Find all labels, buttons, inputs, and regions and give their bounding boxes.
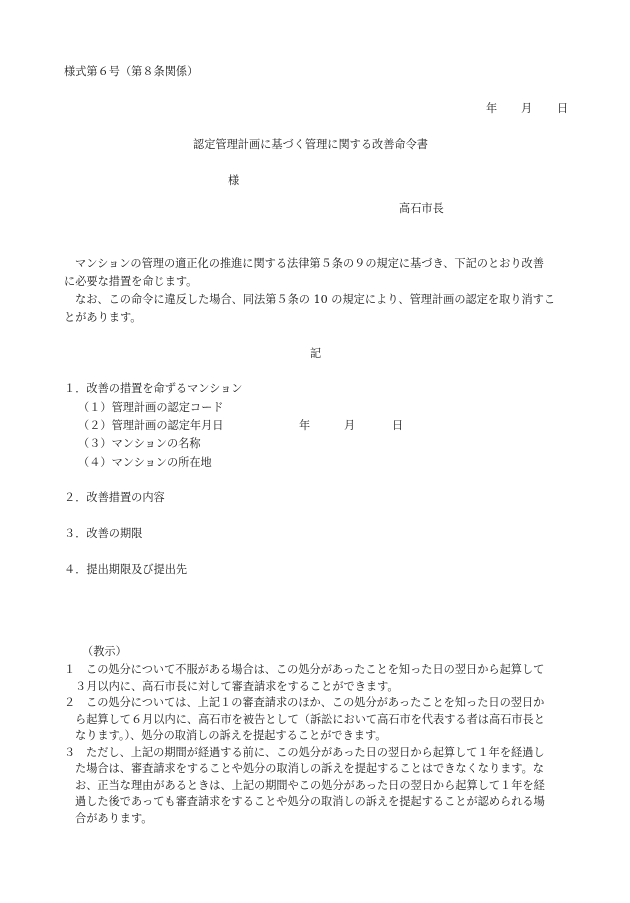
item-3: ３．改善の期限 — [64, 527, 143, 540]
document-title: 認定管理計画に基づく管理に関する改善命令書 — [193, 138, 428, 151]
notice-item-1 — [64, 662, 545, 695]
notice-item-2-line-3: なります。）、処分の取消しの訴えを提起することができます。 — [75, 729, 387, 742]
notice-item-3 — [64, 745, 545, 828]
item-1-sub-1: （１）管理計画の認定コード — [78, 401, 224, 414]
notice-item-2 — [64, 695, 545, 745]
sub-2-month: 月 — [344, 419, 356, 432]
notice-item-3-number: ３ — [64, 745, 76, 759]
date-day: 日 — [557, 102, 569, 115]
body-para1-line2: に必要な措置を命じます。 — [64, 275, 198, 288]
issuer: 高石市長 — [399, 202, 444, 215]
notice-item-3-line-3: お、正当な理由があるときは、上記の期間やこの処分があった日の翌日から起算して１年を経 — [75, 778, 545, 792]
form-label: 様式第６号（第８条関係） — [64, 65, 199, 78]
item-1: １．改善の措置を命ずるマンション — [64, 382, 243, 395]
notice-item-3-line-2: た場合は、審査請求をすることや処分の取消しの訴えを提起することはできなくなります。な — [75, 762, 544, 775]
notice-heading: （教示） — [82, 645, 127, 658]
notice-item-1-number: １ — [64, 663, 76, 676]
notice-item-3-line-4: 過した後であっても審査請求をすることや処分の取消しの訴えを提起することが認められる場 — [75, 795, 545, 808]
date-month: 月 — [521, 102, 533, 115]
body-text — [64, 255, 555, 327]
notice-item-3-line-5: 合があります。 — [75, 811, 153, 825]
sub-2-day: 日 — [392, 419, 404, 432]
notice-item-2-line-2: ら起算して６月以内に、高石市を被告として（訴訟において高石市を代表する者は高石市長と — [75, 712, 545, 726]
notice-item-3-line-1: ただし、上記の期間が経過する前に、この処分があった日の翌日から起算して１年を経過し — [86, 745, 545, 759]
addressee-suffix: 様 — [228, 174, 240, 187]
notice-item-1-line-2: ３月以内に、高石市長に対して審査請求をすることができます。 — [75, 679, 399, 693]
notice-item-2-number: ２ — [64, 696, 76, 709]
ki-heading: 記 — [310, 347, 322, 360]
item-1-sub-3: （３）マンションの名称 — [78, 437, 201, 450]
item-4: ４．提出期限及び提出先 — [64, 563, 188, 576]
item-2: ２．改善措置の内容 — [64, 491, 165, 504]
item-1-sub-4: （４）マンションの所在地 — [78, 456, 212, 469]
notice-item-1-line-1: この処分について不服がある場合は、この処分があったことを知った日の翌日から起算して — [86, 663, 545, 676]
notice-item-2-line-1: この処分については、上記１の審査請求のほか、この処分があったことを知った日の翌日か — [86, 696, 545, 709]
item-1-sub-2: （２）管理計画の認定年月日 — [78, 419, 224, 432]
sub-2-year: 年 — [299, 419, 311, 432]
date-year: 年 — [486, 102, 498, 115]
body-para2-line1: なお、この命令に違反した場合、同法第５条の 10 の規定により、管理計画の認定を取り消すこ — [75, 293, 556, 306]
body-para2-line2: とがあります。 — [64, 311, 142, 324]
notice-list — [64, 662, 545, 827]
body-para1-line1: マンションの管理の適正化の推進に関する法律第５条の９の規定に基づき、下記のとおり改善 — [75, 257, 544, 270]
